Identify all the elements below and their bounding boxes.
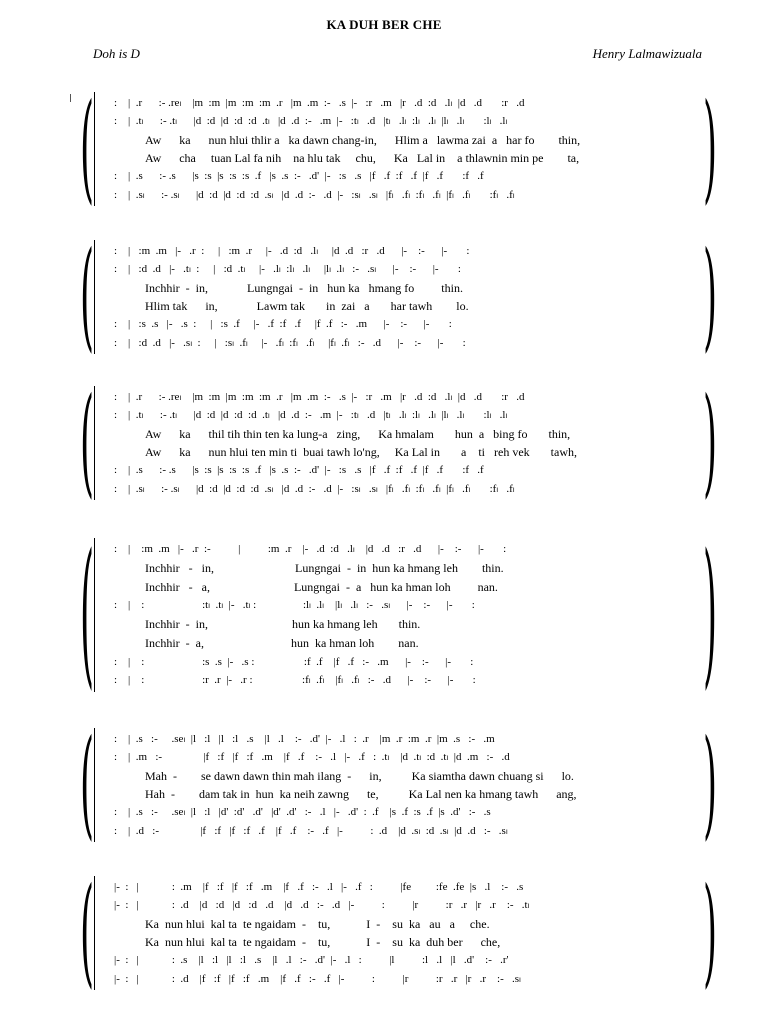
score-system: [0, 229, 768, 365]
solfa-line: : | .tₗ :- .tₗ |d :d |d :d :d .tₗ |d .d :- .m |- :tₗ .d |tₗ .lₗ :lₗ .lₗ |lₗ .lₗ :lₗ .lₗ: [114, 409, 508, 422]
score-system: [0, 865, 768, 1001]
solfa-line: |- : | : .d |d :d |d :d .d |d .d :- .d |- : |r :r .r |r .r :- .tₗ: [114, 899, 530, 912]
lyric-line: Aw cha tuan Lal fa nih na hlu tak chu, Ka Lal in a thlawnin min pe ta,: [145, 151, 580, 165]
song-title: KA DUH BER CHE: [326, 17, 442, 32]
right-brace: ): [703, 717, 718, 853]
lyric-line: Mah - se dawn dawn thin mah ilang - in, Ka siamtha dawn chuang si lo.: [145, 768, 574, 783]
right-brace: ): [703, 375, 718, 511]
solfa-line: |- : | : .m |f :f |f :f .m |f .f :- .l |- .f : |fe :fe .fe |s .l :- .s: [114, 881, 524, 893]
lyric-line: Hlim tak in, Lawm tak in zai a har tawh lo.: [145, 299, 469, 313]
lyric-line: Ka nun hlui kal ta te ngaidam - tu, I - su ka au a che.: [145, 916, 490, 931]
score-system: [0, 375, 768, 511]
right-brace: ): [703, 524, 718, 706]
system-bar: [94, 876, 95, 990]
solfa-line: : | :s .s |- .s : | :s .f |- .f :f .f |f .f :- .m |- :- |- :: [114, 318, 452, 331]
solfa-line: : | :d .d |- .tₗ : | :d .tₗ |- .lₗ :lₗ .lₗ |lₗ .lₗ :- .sₗ |- :- |- :: [114, 263, 461, 276]
lyric-line: Inchhir - in, Lungngai - in hun ka hmang leh thin.: [145, 560, 504, 575]
solfa-line: : | .sₗ :- .sₗ |d :d |d :d :d .sₗ |d .d :- .d |- :sₗ .sₗ |fₗ .fₗ :fₗ .fₗ |fₗ .fₗ :fₗ .fₗ: [114, 188, 515, 201]
score-system: [0, 717, 768, 853]
score-system: [0, 81, 768, 217]
solfa-line: : | : :r .r |- .r : :fₗ .fₗ |fₗ .fₗ :- .d |- :- |- :: [114, 674, 476, 687]
solfa-line: |- : | : .d |f :f |f :f .m |f .f :- .f |- : |r :r .r |r .r :- .sₗ: [114, 972, 521, 985]
solfa-line: : | :d .d |- .sₗ : | :sₗ .fₗ |- .fₗ :fₗ .fₗ |fₗ .fₗ :- .d |- :- |- :: [114, 336, 466, 349]
solfa-line: : | .s :- .s |s :s |s :s :s .f |s .s :- .d' |- :s .s |f .f :f .f |f .f :f .f: [114, 464, 484, 477]
solfa-line: : | : :tₗ .tₗ |- .tₗ : :lₗ .lₗ |lₗ .lₗ :- .sₗ |- :- |- :: [114, 599, 475, 612]
key-signature: Doh is D: [93, 46, 140, 61]
solfa-line: : | : :s .s |- .s : :f .f |f .f :- .m |- :- |- :: [114, 655, 474, 668]
lyric-line: Aw ka thil tih thin ten ka lung-a zing, Ka hmalam hun a bing fo thin,: [145, 426, 571, 441]
system-bar: [94, 240, 95, 354]
lyric-line: Inchhir - a, hun ka hman loh nan.: [145, 635, 419, 650]
system-bar: [94, 728, 95, 842]
solfa-line: : | .s :- .s |s :s |s :s :s .f |s .s :- .d' |- :s .s |f .f :f .f |f .f :f .f: [114, 170, 484, 183]
left-brace: (: [80, 865, 95, 1001]
lyric-line: Ka nun hlui kal ta te ngaidam - tu, I - su ka duh ber che,: [145, 935, 501, 949]
system-bar: [94, 92, 95, 206]
right-brace: ): [703, 81, 718, 217]
solfa-line: : | .tₗ :- .tₗ |d :d |d :d :d .tₗ |d .d :- .m |- :tₗ .d |tₗ .lₗ :lₗ .lₗ |lₗ .lₗ :lₗ .lₗ: [114, 115, 508, 128]
solfa-line: |- : | : .s |l :l |l :l .s |l .l :- .d' |- .l : |l :l .l |l .d' :- .r': [114, 954, 509, 967]
system-bar: [94, 386, 95, 500]
lyric-line: Inchhir - in, Lungngai - in hun ka hmang fo thin.: [145, 280, 463, 295]
solfa-line: : | .r :- .reₗ |m :m |m :m :m .r |m .m :- .s |- :r .m |r .d :d .lₗ |d .d :r .d: [114, 97, 525, 109]
left-brace: (: [80, 81, 95, 217]
lyric-line: Inchhir - a, Lungngai - a hun ka hman loh nan.: [145, 579, 498, 594]
score-system: [0, 524, 768, 706]
system-bar: [94, 538, 95, 692]
composer-name: Henry Lalmawizuala: [592, 46, 702, 61]
left-brace: (: [80, 375, 95, 511]
solfa-line: : | .d :- |f :f |f :f .f |f .f :- .f |- : .d |d .sₗ :d .sₗ |d .d :- .sₗ: [114, 824, 508, 837]
solfa-line: : | .m :- |f :f |f :f .m |f .f :- .l |- .f : .tₗ |d .tₗ :d .tₗ |d .m :- .d: [114, 751, 510, 764]
solfa-line: : | :m .m |- .r :- | :m .r |- .d :d .lₗ |d .d :r .d |- :- |- :: [114, 543, 507, 555]
solfa-line: : | :m .m |- .r : | :m .r |- .d :d .lₗ |d .d :r .d |- :- |- :: [114, 245, 470, 257]
lyric-line: Aw ka nun hlui thlir a ka dawn chang-in, Hlim a lawma zai a har fo thin,: [145, 132, 581, 147]
right-brace: ): [703, 229, 718, 365]
left-brace: (: [80, 524, 95, 706]
lyric-line: Aw ka nun hlui ten min ti buai tawh lo'ng, Ka Lal in a ti reh vek tawh,: [145, 445, 577, 459]
solfa-line: : | .s :- .seₗ |l :l |d' :d' .d' |d' .d' :- .l |- .d' : .f |s .f :s .f |s .d' :- .s: [114, 806, 491, 819]
right-brace: ): [703, 865, 718, 1001]
solfa-line: : | .sₗ :- .sₗ |d :d |d :d :d .sₗ |d .d :- .d |- :sₗ .sₗ |fₗ .fₗ :fₗ .fₗ |fₗ .fₗ :fₗ .fₗ: [114, 482, 515, 495]
left-brace: (: [80, 717, 95, 853]
lyric-line: Hah - dam tak in hun ka neih zawng te, Ka Lal nen ka hmang tawh ang,: [145, 787, 577, 801]
solfa-line: : | .r :- .reₗ |m :m |m :m :m .r |m .m :- .s |- :r .m |r .d :d .lₗ |d .d :r .d: [114, 391, 525, 403]
solfa-line: : | .s :- .seₗ |l :l |l :l .s |l .l :- .d' |- .l : .r |m .r :m .r |m .s :- .m: [114, 733, 495, 745]
lyric-line: Inchhir - in, hun ka hmang leh thin.: [145, 617, 421, 631]
left-brace: (: [80, 229, 95, 365]
